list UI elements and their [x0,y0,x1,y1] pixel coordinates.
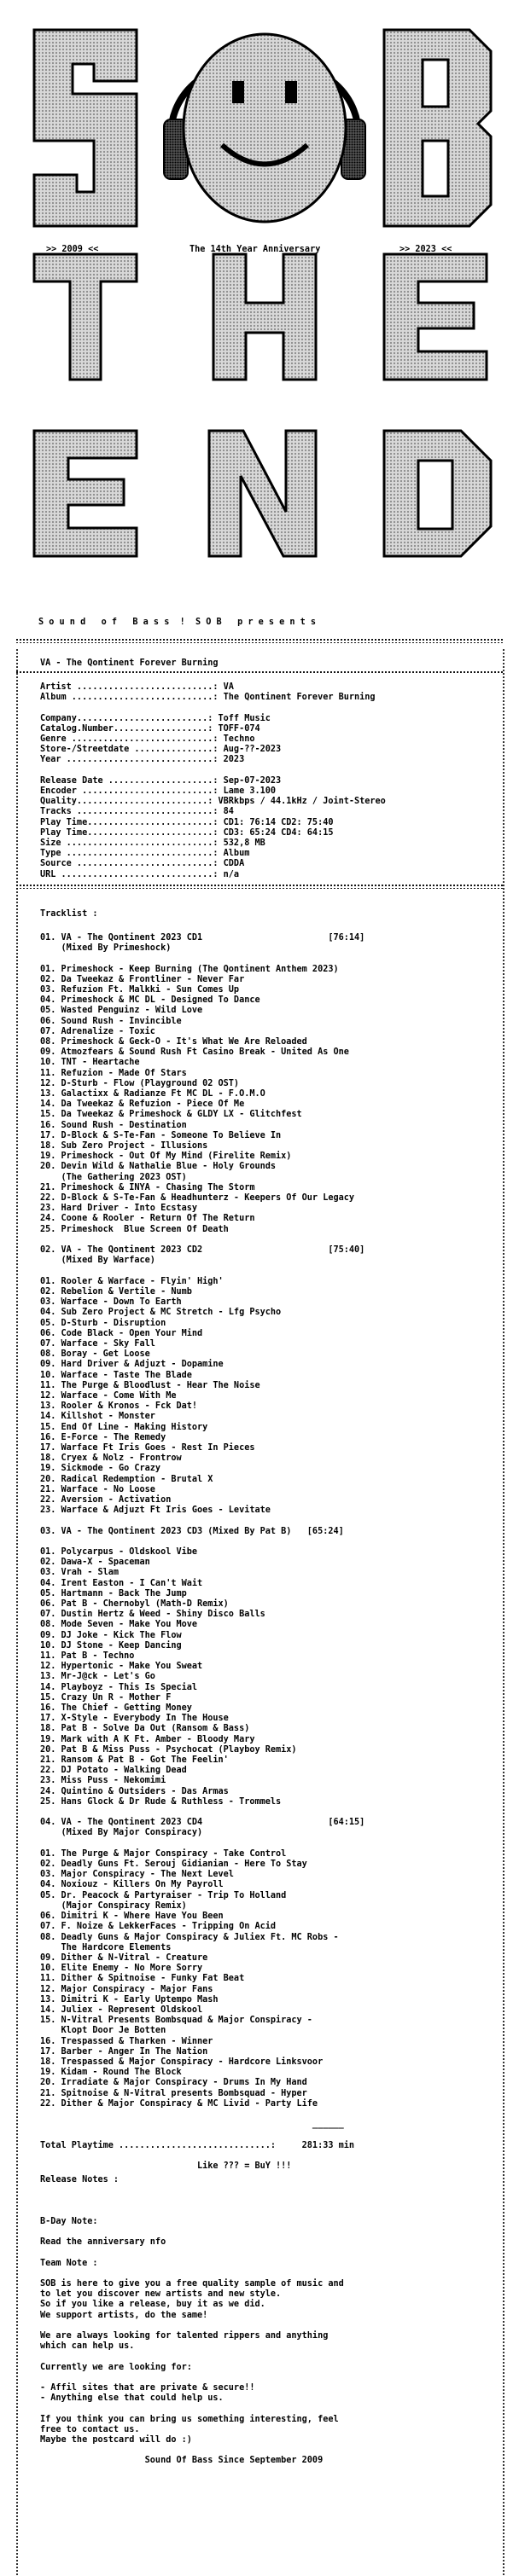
info-line: Artist ..........................: VA [40,682,234,692]
cd-mixer: (Mixed By Warface) [40,1256,155,1266]
divider [15,670,504,674]
note-line: Currently we are looking for: [40,2362,192,2372]
cd-header: 01. VA - The Qontinent 2023 CD1 [76:14] [40,933,365,943]
release-notes [40,2175,344,2467]
track-item: 17. X-Style - Everybody In The House [40,1714,229,1724]
right-border [502,648,505,2576]
track-item: 13. Rooler & Kronos - Fck Dat! [40,1401,198,1412]
track-item: 10. Warface - Taste The Blade [40,1370,192,1380]
track-item: 23. Hard Driver - Into Ecstasy [40,1204,198,1214]
track-item: 06. Pat B - Chernobyl (Math-D Remix) [40,1599,229,1609]
info-line: Company.........................: Toff Music [40,713,271,723]
note-line: So if you like a release, buy it as we did. [40,2300,265,2310]
track-item: 22. D-Block & S-Te-Fan & Headhunterz - Keepers Of Our Legacy [40,1193,355,1204]
spacer [40,1839,364,1849]
info-line: Source ..........................: CDDA [40,859,245,869]
track-item: (Major Conspiracy Remix) [40,1900,187,1911]
info-line: Type ............................: Album [40,849,250,859]
note-line [40,2373,344,2383]
note-line: If you think you can bring us something interesting, feel [40,2414,339,2424]
track-item: 11. Dither & Spitnoise - Funky Fat Beat [40,1974,245,1984]
track-item: 04. Primeshock & MC DL - Designed To Dance [40,995,260,1006]
track-item: 02. Deadly Guns Ft. Serouj Gidianian - Here To Stay [40,1859,307,1870]
track-item: 25. Primeshock Blue Screen Of Death [40,1224,229,1234]
total-rule: ______ [40,2120,344,2130]
track-item: 15. Da Tweekaz & Primeshock & GLDY LX - Glitchfest [40,1110,302,1120]
track-item: 06. Code Black - Open Your Mind [40,1328,203,1338]
track-item: 01. Rooler & Warface - Flyin' High' [40,1276,224,1286]
cd-header: 03. VA - The Qontinent 2023 CD3 (Mixed By Pat B) [65:24] [40,1526,344,1536]
track-item: 24. Quintino & Outsiders - Das Armas [40,1786,229,1796]
info-line: Tracks ..........................: 84 [40,807,234,817]
note-line: Maybe the postcard will do :) [40,2435,192,2445]
info-line: Encoder .........................: Lame 3.100 [40,786,277,797]
track-item: 09. DJ Joke - Kick The Flow [40,1630,182,1640]
notes-heading: Release Notes : [40,2175,120,2184]
track-item: The Hardcore Elements [40,1942,172,1952]
track-item: 20. Devin Wild & Nathalie Blue - Holy Grounds [40,1162,277,1172]
track-item: 14. Killshot - Monster [40,1412,155,1422]
track-item: 05. Hartmann - Back The Jump [40,1588,187,1598]
note-line: B-Day Note: [40,2216,98,2226]
track-item: 22. Dither & Major Conspiracy & MC Livid - Party Life [40,2098,318,2109]
track-item: Klopt Door Je Botten [40,2026,166,2036]
note-line: SOB is here to give you a free quality sample of music and [40,2279,344,2289]
divider [15,638,504,643]
track-item: 15. N-Vitral Presents Bombsquad & Major Conspiracy - [40,2016,312,2026]
track-item: 12. D-Sturb - Flow (Playground 02 OST) [40,1078,240,1088]
tracklist [40,933,364,2172]
spacer [40,2196,344,2206]
anniversary-caption: The 14th Year Anniversary [190,245,321,254]
track-item: 21. Primeshock & INYA - Chasing The Storm [40,1182,255,1192]
info-line [40,703,386,713]
track-item: 22. DJ Potato - Walking Dead [40,1766,187,1776]
track-item: 14. Da Tweekaz & Refuzion - Piece Of Me [40,1099,245,1110]
cd-header: 04. VA - The Qontinent 2023 CD4 [64:15] [40,1818,365,1828]
divider [15,884,504,889]
note-line [40,2227,344,2237]
info-line: Album ...........................: The Qontinent Forever Burning [40,693,376,703]
track-item: 12. Warface - Come With Me [40,1390,177,1401]
track-item: 08. Primeshock & Geck-O - It's What We Are Reloaded [40,1037,307,1047]
left-border [15,648,19,2576]
track-item: 05. D-Sturb - Disruption [40,1318,166,1328]
total-playtime: Total Playtime .............................: 281:33 min [40,2140,355,2150]
smiley-headphones-icon [164,34,365,222]
track-item: 07. Adrenalize - Toxic [40,1026,155,1036]
cd-mixer: (Mixed By Major Conspiracy) [40,1828,203,1838]
track-item: 07. Dustin Hertz & Weed - Shiny Disco Balls [40,1610,265,1620]
footer-line: Sound Of Bass Since September 2009 [40,2456,324,2466]
track-item: 02. Rebelion & Vertile - Numb [40,1286,192,1297]
track-item: 20. Irradiate & Major Conspiracy - Drums In My Hand [40,2078,307,2088]
note-line: to let you discover new artists and new style. [40,2289,282,2300]
track-item: 19. Primeshock - Out Of My Mind (Firelite Remix) [40,1152,292,1162]
info-line: Quality.........................: VBRkbps / 44.1kHz / Joint-Stereo [40,797,386,807]
note-line [40,2404,344,2414]
info-line: Release Date ....................: Sep-07-2023 [40,775,282,786]
logo-word-the [34,254,487,380]
track-item: 16. E-Force - The Remedy [40,1432,166,1442]
spacer [40,2151,364,2161]
track-item: 19. Kidam - Round The Block [40,2068,182,2078]
track-item: 11. Pat B - Techno [40,1651,135,1662]
track-item: 17. Warface Ft Iris Goes - Rest In Pieces [40,1442,255,1453]
track-item: 11. Refuzion - Made Of Stars [40,1068,187,1078]
track-item: 22. Aversion - Activation [40,1494,172,1505]
info-line: Catalog.Number..................: TOFF-074 [40,723,260,734]
track-item: 21. Ransom & Pat B - Got The Feelin' [40,1755,229,1766]
note-line: We support artists, do the same! [40,2310,208,2320]
tagline: S o u n d o f B a s s ! S O B p r e s e n t s [38,618,317,627]
track-item: 08. Boray - Get Loose [40,1349,150,1360]
spacer [40,2109,364,2120]
note-line [40,2269,344,2279]
track-item: 14. Juliex - Represent Oldskool [40,2005,203,2015]
info-line: Year ............................: 2023 [40,755,245,765]
track-item: 04. Noxiouz - Killers On My Payroll [40,1880,224,1890]
track-item: 18. Pat B - Solve Da Out (Ransom & Bass) [40,1724,250,1734]
track-item: 05. Dr. Peacock & Partyraiser - Trip To Holland [40,1890,287,1900]
note-line [40,2352,344,2362]
info-line: Play Time........................: CD3: 65:24 CD4: 64:15 [40,827,334,838]
track-item: 24. Coone & Rooler - Return Of The Return [40,1214,255,1224]
spacer [40,1516,364,1526]
track-item: 11. The Purge & Bloodlust - Hear The Noise [40,1380,260,1390]
info-line: Genre ...........................: Techno [40,734,255,745]
spacer [40,2130,364,2140]
logo-letter-b [384,30,491,226]
track-item: 18. Sub Zero Project - Illusions [40,1141,208,1152]
track-item: 07. Warface - Sky Fall [40,1338,155,1349]
track-item: 13. Dimitri K - Early Uptempo Mash [40,1994,219,2005]
track-item: 09. Hard Driver & Adjuzt - Dopamine [40,1360,224,1370]
track-item: 03. Major Conspiracy - The Next Level [40,1870,234,1880]
tracklist-heading: Tracklist : [40,909,98,919]
note-line: Team Note : [40,2258,98,2268]
track-item: 08. Deadly Guns & Major Conspiracy & Juliex Ft. MC Robs - [40,1932,339,1942]
track-item: 13. Mr-J@ck - Let's Go [40,1672,155,1682]
note-line: Read the anniversary nfo [40,2237,166,2248]
track-item: 01. The Purge & Major Conspiracy - Take Control [40,1848,287,1859]
info-line: Size ............................: 532,8 MB [40,838,265,849]
track-item: 12. Hypertonic - Make You Sweat [40,1662,203,1672]
track-item: 10. DJ Stone - Keep Dancing [40,1640,182,1651]
track-item: 21. Warface - No Loose [40,1484,155,1494]
note-line: We are always looking for talented rippers and anything [40,2331,329,2341]
track-item: 03. Warface - Down To Earth [40,1297,182,1308]
track-item: 02. Dawa-X - Spaceman [40,1558,150,1568]
spacer [40,1807,364,1818]
track-item: 19. Sickmode - Go Crazy [40,1464,161,1474]
track-item: 18. Cryex & Nolz - Frontrow [40,1453,182,1464]
cd-header: 02. VA - The Qontinent 2023 CD2 [75:40] [40,1245,365,1256]
track-item: 09. Atmozfears & Sound Rush Ft Casino Break - United As One [40,1047,349,1058]
track-item: 20. Radical Redemption - Brutal X [40,1474,213,1484]
track-item: 25. Hans Glock & Dr Rude & Ruthless - Trommels [40,1796,282,1807]
spacer [40,2445,344,2456]
track-item: 05. Wasted Penguinz - Wild Love [40,1006,203,1016]
track-item: 17. Barber - Anger In The Nation [40,2046,208,2057]
note-line: - Anything else that could help us. [40,2393,224,2404]
track-item: 06. Sound Rush - Invincible [40,1016,182,1026]
track-item: 15. End Of Line - Making History [40,1422,208,1432]
info-line: URL .............................: n/a [40,869,240,879]
track-item: 23. Warface & Adjuzt Ft Iris Goes - Levitate [40,1506,271,1516]
like-line: Like ??? = BuY !!! [40,2161,292,2171]
track-item: 10. Elite Enemy - No More Sorry [40,1964,203,1974]
track-item: 03. Vrah - Slam [40,1568,120,1578]
info-line: Store-/Streetdate ...............: Aug-??-2023 [40,745,282,755]
spacer [40,1267,364,1277]
year-start-caption: >> 2009 << [46,245,99,254]
track-item: 07. F. Noize & LekkerFaces - Tripping On Acid [40,1922,277,1932]
track-item: 04. Irent Easton - I Can't Wait [40,1578,203,1588]
note-line: which can help us. [40,2341,135,2352]
spacer [40,1235,364,1245]
note-line [40,2321,344,2331]
spacer [40,2207,344,2217]
track-item: 18. Trespassed & Major Conspiracy - Hardcore Linksvoor [40,2057,324,2067]
track-item: 01. Polycarpus - Oldskool Vibe [40,1546,198,1557]
track-item: 15. Crazy Un R - Mother F [40,1692,172,1703]
year-end-caption: >> 2023 << [399,245,452,254]
track-item: 20. Pat B & Miss Puss - Psychocat (Playboy Remix) [40,1744,297,1755]
track-item: 09. Dither & N-Vitral - Creature [40,1952,208,1963]
cd-mixer: (Mixed By Primeshock) [40,943,172,954]
spacer [40,954,364,964]
info-line: Play Time........................: CD1: 76:14 CD2: 75:40 [40,817,334,827]
track-item: 19. Mark with A K Ft. Amber - Bloody Mary [40,1734,255,1744]
info-line [40,766,386,776]
track-item: 17. D-Block & S-Te-Fan - Someone To Believe In [40,1130,282,1140]
track-item: (The Gathering 2023 OST) [40,1172,187,1182]
track-item: 06. Dimitri K - Where Have You Been [40,1912,224,1922]
track-item: 14. Playboyz - This Is Special [40,1682,198,1692]
track-item: 23. Miss Puss - Nekomimi [40,1776,166,1786]
track-item: 04. Sub Zero Project & MC Stretch - Lfg Psycho [40,1308,282,1318]
note-line: free to contact us. [40,2424,140,2434]
track-item: 01. Primeshock - Keep Burning (The Qontinent Anthem 2023) [40,964,339,974]
track-item: 08. Mode Seven - Make You Move [40,1620,198,1630]
release-info [40,682,386,880]
spacer [40,2185,344,2196]
release-title: VA - The Qontinent Forever Burning [40,659,219,668]
track-item: 16. Trespassed & Tharken - Winner [40,2036,213,2046]
logo-word-end [0,384,519,589]
note-line [40,2248,344,2258]
track-item: 02. Da Tweekaz & Frontliner - Never Far [40,974,245,984]
track-item: 21. Spitnoise & N-Vitral presents Bombsquad - Hyper [40,2088,307,2098]
track-item: 10. TNT - Heartache [40,1058,140,1068]
note-line: - Affil sites that are private & secure!! [40,2383,255,2393]
logo-letter-s [34,30,137,226]
track-item: 03. Refuzion Ft. Malkki - Sun Comes Up [40,985,240,995]
sob-logo-art [0,0,519,426]
track-item: 16. The Chief - Getting Money [40,1703,192,1714]
track-item: 13. Galactixx & Radianze Ft MC DL - F.O.M.O [40,1089,265,1099]
spacer [40,1537,364,1547]
track-item: 16. Sound Rush - Destination [40,1120,187,1130]
track-item: 12. Major Conspiracy - Major Fans [40,1984,213,1994]
